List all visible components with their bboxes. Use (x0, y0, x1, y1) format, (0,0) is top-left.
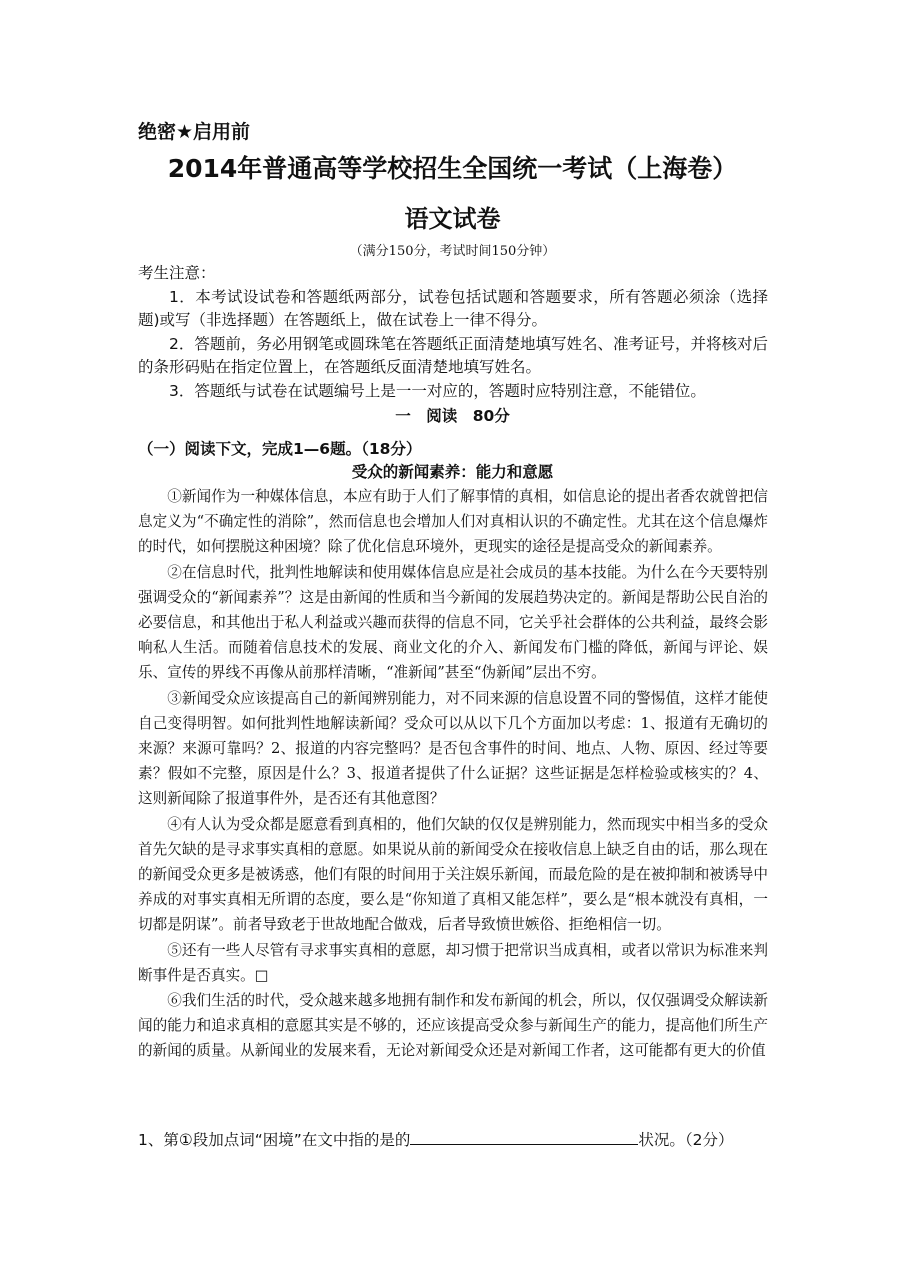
answer-blank[interactable] (410, 1130, 638, 1145)
article-paragraph: ④有人认为受众都是愿意看到真相的，他们欠缺的仅仅是辨别能力，然而现实中相当多的受众首先欠缺的是寻求事实真相的意愿。如果说从前的新闻受众在接收信息上缺乏自由的话，那么现在的新闻受众更多是被诱惑，他们有限的时间用于关注娱乐新闻，而最危险的是在被抑制和被诱导中养成的对事实真相无所谓的态度，要么是“你知道了真相又能怎样”，要么是“根本就没有真相，一切都是阴谋”。前者导致老于世故地配合做戏，后者导致愤世嫉俗、拒绝相信一切。 (138, 815, 768, 934)
article-paragraph: ⑥我们生活的时代，受众越来越多地拥有制作和发布新闻的机会，所以，仅仅强调受众解读新闻的能力和追求真相的意愿其实是不够的，还应该提高受众参与新闻生产的能力，提高他们所生产的新闻的质量。从新闻业的发展来看，无论对新闻受众还是对新闻工作者，这可能都有更大的价值 (138, 992, 768, 1060)
notice-item: 3．答题纸与试卷在试题编号上是一一对应的，答题时应特别注意，不能错位。 (169, 381, 706, 400)
notice-label: 考生注意： (138, 264, 216, 282)
article-paragraph: ⑤还有一些人尽管有寻求事实真相的意愿，却习惯于把常识当成真相，或者以常识为标准来判断事件是否真实。□ (138, 941, 768, 984)
question-1-prefix: 1、第①段加点词“困境”在文中指的是的 (138, 1131, 411, 1149)
part-heading: （一）阅读下文，完成1—6题。（18分） (138, 440, 422, 458)
exam-title: 2014年普通高等学校招生全国统一考试（上海卷） (167, 154, 738, 183)
score-time-note: （满分150分，考试时间150分钟） (349, 244, 556, 259)
article-paragraph: ②在信息时代，批判性地解读和使用媒体信息应是社会成员的基本技能。为什么在今天要特别强调受众的“新闻素养”？这是由新闻的性质和当今新闻的发展趋势决定的。新闻是帮助公民自治的必要信息，和其他出于私人利益或兴趣而获得的信息不同，它关乎社会群体的公共利益，最终会影响私人生活。而随着信息技术的发展、商业文化的介入、新闻发布门槛的降低，新闻与评论、娱乐、宣传的界线不再像从前那样清晰，“准新闻”甚至“伪新闻”层出不穷。 (138, 563, 768, 682)
article-title: 受众的新闻素养：能力和意愿 (351, 463, 554, 481)
paper-subject-title: 语文试卷 (404, 205, 501, 233)
candidate-notice (138, 262, 768, 403)
question-1 (138, 1128, 733, 1150)
question-1-suffix: 状况。（2分） (638, 1131, 734, 1149)
notice-item: 2．答题前，务必用钢笔或圆珠笔在答题纸正面清楚地填写姓名、准考证号，并将核对后的条形码贴在指定位置上，在答题纸反面清楚地填写姓名。 (138, 334, 768, 376)
notice-item: 1．本考试设试卷和答题纸两部分，试卷包括试题和答题要求，所有答题必须涂（选择题)或写（非选择题）在答题纸上，做在试卷上一律不得分。 (138, 287, 768, 329)
article-body (138, 484, 768, 1064)
article-paragraph: ③新闻受众应该提高自己的新闻辨别能力，对不同来源的信息设置不同的警惕值，这样才能使自己变得明智。如何批判性地解读新闻？受众可以从以下几个方面加以考虑：1、报道有无确切的来源？来源可靠吗？2、报道的内容完整吗？是否包含事件的时间、地点、人物、原因、经过等要素？假如不完整，原因是什么？3、报道者提供了什么证据？这些证据是怎样检验或核实的？4、这则新闻除了报道事件外，是否还有其他意图？ (138, 689, 768, 808)
secret-label: 绝密★启用前 (138, 121, 251, 143)
section-heading: 一 阅读 80分 (395, 407, 510, 425)
article-paragraph: ①新闻作为一种媒体信息，本应有助于人们了解事情的真相，如信息论的提出者香农就曾把信息定义为“不确定性的消除”，然而信息也会增加人们对真相认识的不确定性。尤其在这个信息爆炸的时代，如何摆脱这种困境？除了优化信息环境外，更现实的途径是提高受众的新闻素养。 (138, 488, 768, 556)
